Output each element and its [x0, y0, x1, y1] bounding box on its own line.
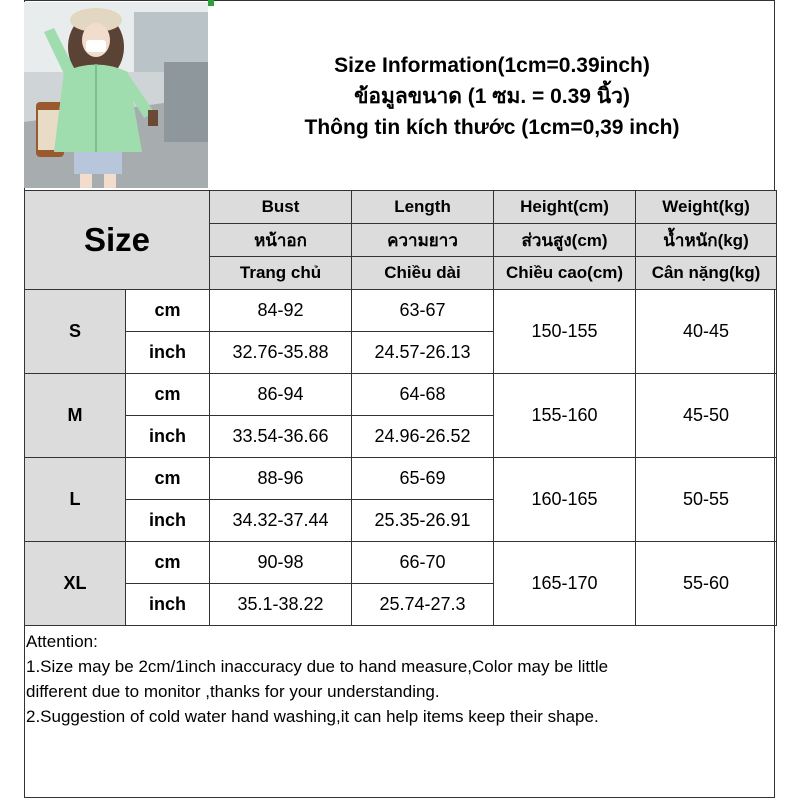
table-row	[25, 458, 777, 500]
weight-value: 55-60	[636, 542, 777, 626]
size-label: M	[25, 374, 126, 458]
col-height-en: Height(cm)	[494, 191, 636, 224]
weight-value: 45-50	[636, 374, 777, 458]
col-length-en: Length	[352, 191, 494, 224]
col-weight-th: น้ำหนัก(kg)	[636, 224, 777, 257]
unit-inch: inch	[126, 416, 210, 458]
bust-cm: 84-92	[210, 290, 352, 332]
length-cm: 64-68	[352, 374, 494, 416]
weight-value: 40-45	[636, 290, 777, 374]
bust-inch: 32.76-35.88	[210, 332, 352, 374]
unit-cm: cm	[126, 542, 210, 584]
table-row	[25, 374, 777, 416]
col-bust-th: หน้าอก	[210, 224, 352, 257]
col-weight-en: Weight(kg)	[636, 191, 777, 224]
table-row	[25, 290, 777, 332]
length-inch: 25.74-27.3	[352, 584, 494, 626]
bust-cm: 88-96	[210, 458, 352, 500]
size-info-header	[209, 2, 775, 191]
model-photo-icon	[24, 2, 208, 188]
notes-title: Attention:	[26, 632, 98, 651]
col-height-vi: Chiều cao(cm)	[494, 257, 636, 290]
length-inch: 25.35-26.91	[352, 500, 494, 542]
bust-cm: 86-94	[210, 374, 352, 416]
note-line-1a: 1.Size may be 2cm/1inch inaccuracy due to hand measure,Color may be little	[26, 657, 609, 676]
size-label: S	[25, 290, 126, 374]
height-value: 155-160	[494, 374, 636, 458]
length-cm: 63-67	[352, 290, 494, 332]
bust-inch: 35.1-38.22	[210, 584, 352, 626]
length-cm: 65-69	[352, 458, 494, 500]
size-heading: Size	[25, 191, 210, 290]
unit-cm: cm	[126, 290, 210, 332]
weight-value: 50-55	[636, 458, 777, 542]
col-length-th: ความยาว	[352, 224, 494, 257]
size-label: L	[25, 458, 126, 542]
unit-inch: inch	[126, 500, 210, 542]
unit-cm: cm	[126, 374, 210, 416]
length-inch: 24.96-26.52	[352, 416, 494, 458]
col-height-th: ส่วนสูง(cm)	[494, 224, 636, 257]
header-title-th: ข้อมูลขนาด (1 ซม. = 0.39 นิ้ว)	[354, 84, 630, 108]
model-photo	[24, 2, 208, 188]
size-table	[24, 190, 777, 626]
length-cm: 66-70	[352, 542, 494, 584]
header-title-en: Size Information(1cm=0.39inch)	[334, 53, 650, 77]
unit-cm: cm	[126, 458, 210, 500]
note-line-2: 2.Suggestion of cold water hand washing,it can help items keep their shape.	[26, 707, 599, 726]
size-label: XL	[25, 542, 126, 626]
table-row	[25, 542, 777, 584]
bust-inch: 34.32-37.44	[210, 500, 352, 542]
col-weight-vi: Cân nặng(kg)	[636, 257, 777, 290]
unit-inch: inch	[126, 584, 210, 626]
attention-notes	[26, 629, 771, 729]
note-line-1b: different due to monitor ,thanks for your understanding.	[26, 682, 440, 701]
height-value: 150-155	[494, 290, 636, 374]
bust-inch: 33.54-36.66	[210, 416, 352, 458]
col-bust-en: Bust	[210, 191, 352, 224]
height-value: 160-165	[494, 458, 636, 542]
unit-inch: inch	[126, 332, 210, 374]
bust-cm: 90-98	[210, 542, 352, 584]
col-bust-vi: Trang chủ	[210, 257, 352, 290]
height-value: 165-170	[494, 542, 636, 626]
col-length-vi: Chiều dài	[352, 257, 494, 290]
length-inch: 24.57-26.13	[352, 332, 494, 374]
header-title-vi: Thông tin kích thước (1cm=0,39 inch)	[304, 115, 680, 139]
